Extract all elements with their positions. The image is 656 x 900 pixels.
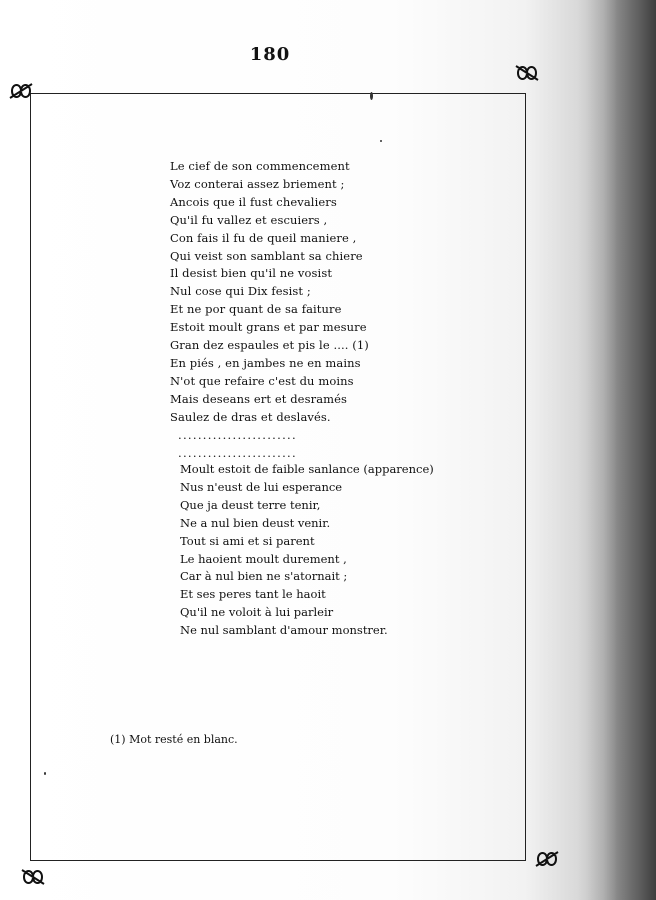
verse-line: Nus n'eust de lui esperance — [180, 479, 343, 494]
verse-line: Nul cose qui Dix fesist ; — [170, 284, 311, 299]
ink-speck — [370, 92, 373, 100]
verse-line: N'ot que refaire c'est du moins — [170, 373, 354, 388]
page-gutter-shadow — [586, 0, 656, 900]
verse-line: Mais deseans ert et desramés — [170, 391, 348, 406]
ink-speck — [44, 772, 46, 775]
verse-line: Car à nul bien ne s'atornait ; — [180, 569, 348, 584]
verse-line: Gran dez espaules et pis le .... (1) — [170, 338, 369, 353]
verse-line: Tout si ami et si parent — [180, 533, 315, 548]
poem-stanza-2 — [180, 461, 480, 640]
corner-ornament-bottom-right-icon — [534, 848, 560, 870]
verse-line: Que ja deust terre tenir, — [180, 497, 321, 512]
corner-ornament-top-right-icon — [514, 62, 540, 84]
verse-line: En piés , en jambes ne en mains — [170, 355, 361, 370]
verse-line: Qu'il ne voloit à lui parleir — [180, 605, 334, 620]
verse-line: Ne nul samblant d'amour monstrer. — [180, 623, 388, 638]
verse-line: Le cief de son commencement — [170, 159, 350, 173]
verse-line: Estoit moult grans et par mesure — [170, 320, 367, 335]
verse-line: Qui veist son samblant sa chiere — [170, 248, 363, 263]
verse-line: Et ne por quant de sa faiture — [170, 302, 342, 317]
verse-line: Voz conterai assez briement ; — [170, 176, 345, 191]
verse-line: Et ses peres tant le haoit — [180, 587, 326, 602]
verse-line: Le haoient moult durement , — [180, 551, 347, 566]
page-number: 180 — [249, 44, 291, 65]
poem-stanza-1 — [170, 158, 470, 462]
verse-line: Con fais il fu de queil maniere , — [170, 230, 357, 245]
verse-line: Qu'il fu vallez et escuiers , — [170, 212, 328, 227]
ellipsis-line: ........................ — [178, 445, 297, 460]
footnote: (1) Mot resté en blanc. — [110, 733, 238, 746]
ellipsis-line: ........................ — [178, 427, 297, 442]
verse-line: Saulez de dras et deslavés. — [170, 409, 331, 424]
corner-ornament-bottom-left-icon — [20, 866, 46, 888]
verse-line: Ne a nul bien deust venir. — [180, 515, 331, 530]
corner-ornament-top-left-icon — [8, 80, 34, 102]
verse-line: Il desist bien qu'il ne vosist — [170, 266, 333, 281]
verse-line: Ancois que il fust chevaliers — [170, 194, 337, 209]
ink-speck — [380, 140, 382, 142]
verse-line: Moult estoit de faible sanlance (apparence) — [180, 462, 434, 476]
